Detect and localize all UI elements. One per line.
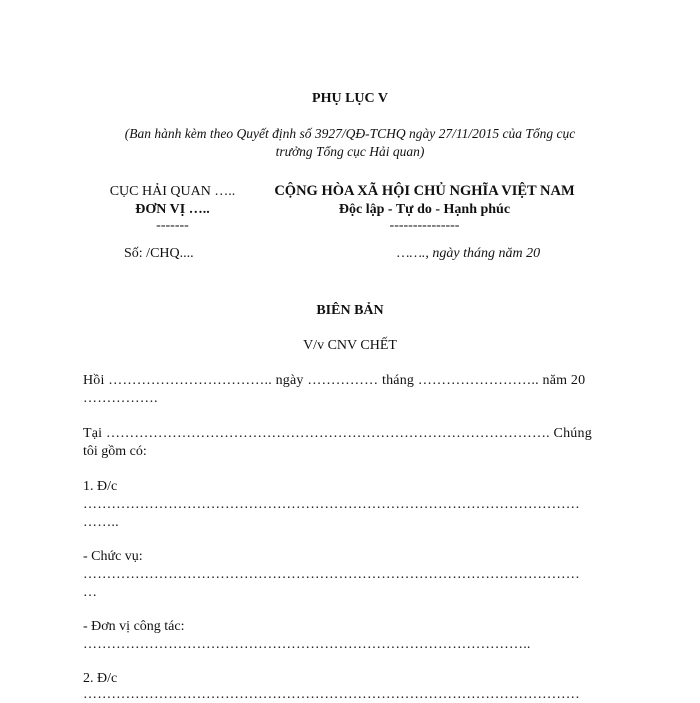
right-header-rule: --------------- — [389, 218, 460, 233]
place-line: Tại …………………………………………………………………………………. Chúng — [83, 426, 592, 441]
position-dots-continued: … — [83, 585, 98, 600]
left-header-rule: ------- — [156, 218, 189, 233]
appendix-title: PHỤ LỤC V — [312, 91, 388, 106]
national-title: CỘNG HÒA XÃ HỘI CHỦ NGHĨA VIỆT NAM — [274, 183, 575, 199]
document-date: ……., ngày tháng năm 20 — [397, 246, 541, 261]
participant-1-label: 1. Đ/c — [83, 479, 118, 494]
unit-name: ĐƠN VỊ ….. — [135, 202, 210, 217]
time-line-continued: ……………. — [83, 391, 158, 406]
national-motto: Độc lập - Tự do - Hạnh phúc — [338, 202, 511, 217]
document-subject: V/v CNV CHẾT — [303, 338, 397, 353]
work-unit-dots: ………………………………………………………………………………….. — [83, 637, 531, 652]
participant-1-dots: …………………………………………………………………………………………… — [83, 497, 580, 512]
position-dots: …………………………………………………………………………………………… — [83, 567, 580, 582]
time-line: Hồi …………………………….. ngày …………… tháng …………………….. năm 20 — [83, 373, 586, 388]
document-number: Số: /CHQ.... — [124, 246, 194, 261]
place-line-continued: tôi gồm có: — [83, 444, 147, 459]
agency-name: CỤC HẢI QUAN ….. — [109, 184, 236, 199]
document-title: BIÊN BẢN — [316, 303, 384, 318]
work-unit-label: - Đơn vị công tác: — [83, 619, 185, 634]
participant-1-dots-continued: …….. — [83, 515, 119, 530]
participant-2-dots: …………………………………………………………………………………………… — [83, 687, 580, 702]
appendix-subtitle-line2: trưởng Tổng cục Hải quan) — [275, 144, 425, 159]
position-label: - Chức vụ: — [83, 549, 143, 564]
participant-2-label: 2. Đ/c — [83, 671, 118, 686]
appendix-subtitle-line1: (Ban hành kèm theo Quyết định số 3927/QĐ-TCHQ ngày 27/11/2015 của Tổng cục — [124, 126, 576, 141]
